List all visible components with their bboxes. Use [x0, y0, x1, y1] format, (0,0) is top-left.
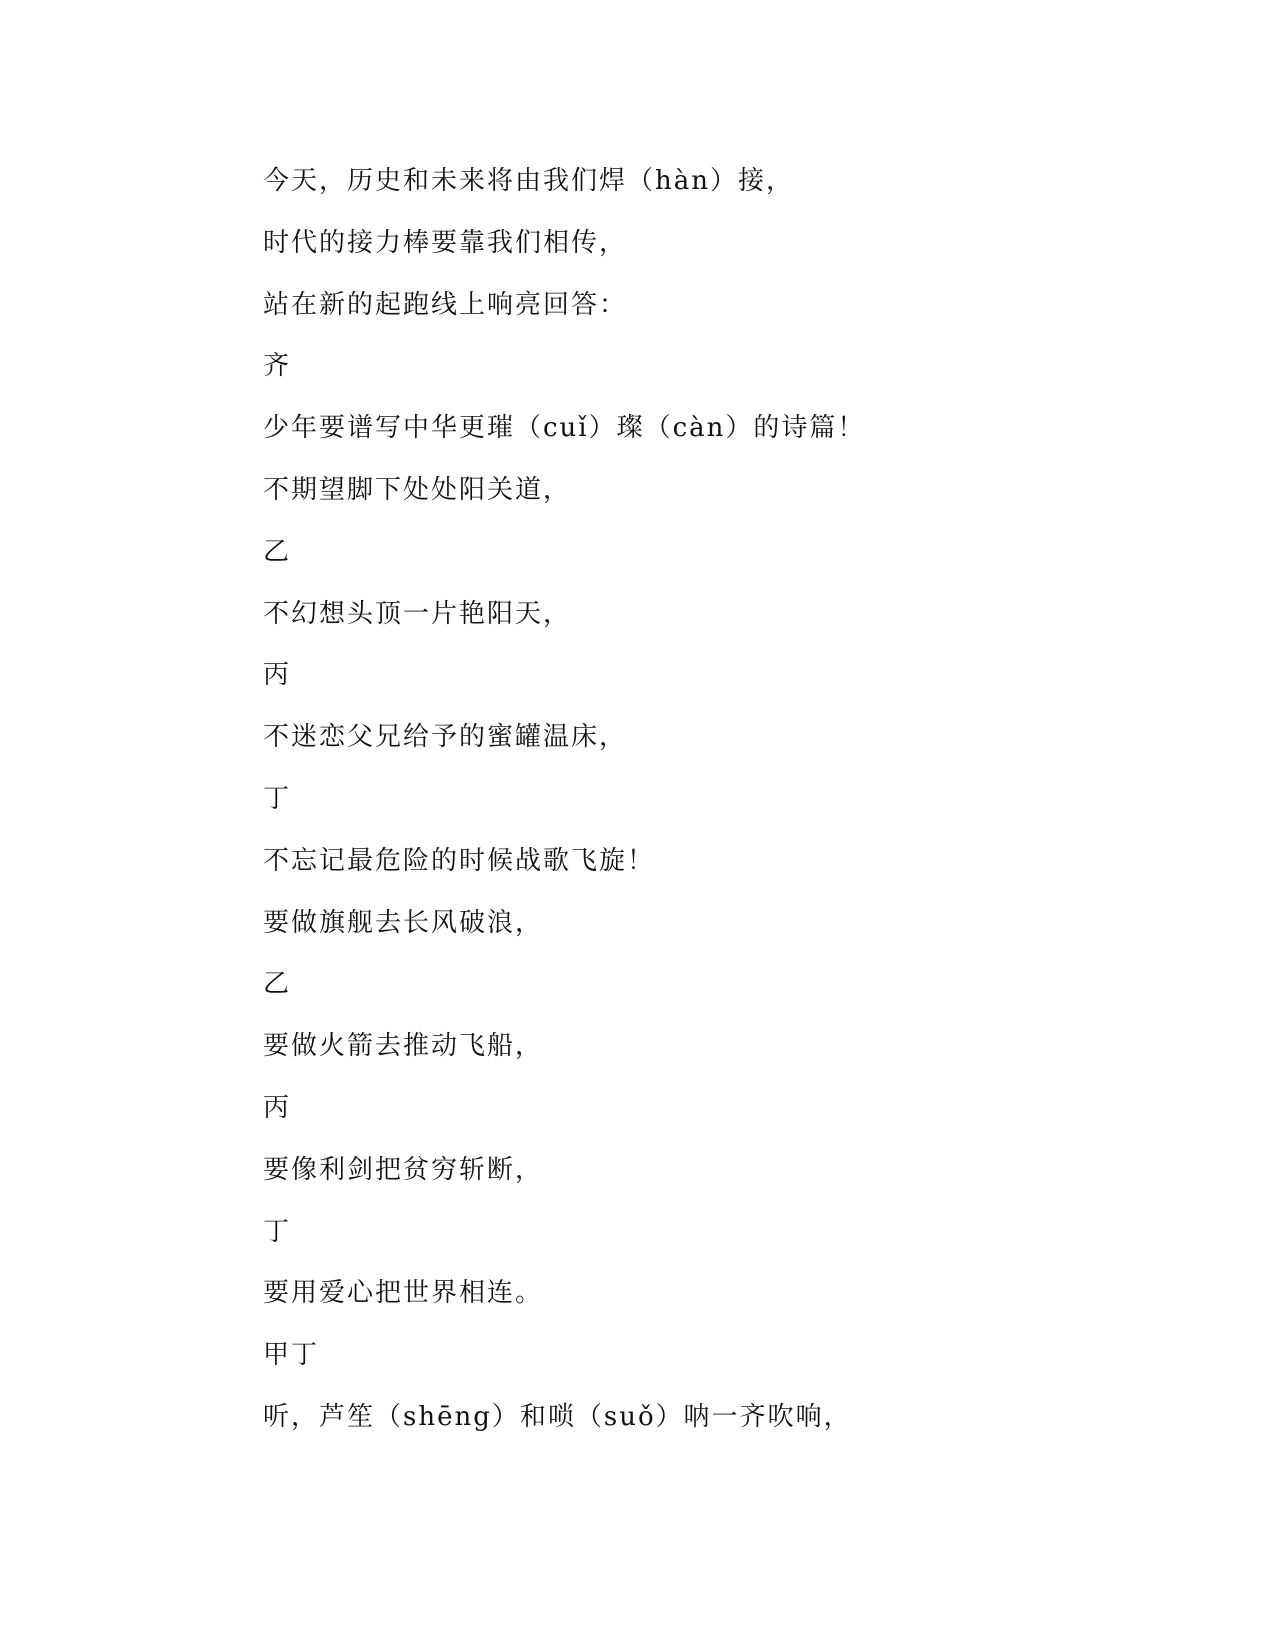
poem-line: 时代的接力棒要靠我们相传， — [263, 227, 628, 258]
speaker-label: 丙 — [263, 1092, 292, 1123]
poem-line: 不幻想头顶一片艳阳天， — [263, 598, 572, 629]
poem-line: 今天，历史和未来将由我们焊（hàn）接， — [263, 166, 794, 196]
poem-text — [263, 166, 1163, 1464]
speaker-label: 乙 — [263, 969, 292, 1000]
poem-line: 站在新的起跑线上响亮回答： — [263, 289, 628, 320]
poem-line: 要做火箭去推动飞船， — [263, 1031, 544, 1062]
poem-line: 要用爱心把世界相连。 — [263, 1278, 544, 1309]
speaker-label: 丁 — [263, 1216, 292, 1247]
speaker-label: 齐 — [263, 351, 292, 382]
speaker-label: 甲丁 — [263, 1340, 320, 1371]
speaker-label: 丁 — [263, 783, 292, 814]
poem-line: 不迷恋父兄给予的蜜罐温床， — [263, 722, 628, 753]
poem-line: 少年要谱写中华更璀（cuǐ）璨（càn）的诗篇！ — [263, 413, 866, 444]
speaker-label: 乙 — [263, 536, 292, 567]
poem-line: 不忘记最危险的时候战歌飞旋！ — [263, 845, 656, 876]
speaker-label: 丙 — [263, 660, 292, 691]
poem-line: 听，芦笙（shēng）和唢（suǒ）呐一齐吹响， — [263, 1401, 852, 1432]
poem-line: 要像利剑把贫穷斩断， — [263, 1154, 544, 1185]
poem-line: 要做旗舰去长风破浪， — [263, 907, 544, 938]
poem-line: 不期望脚下处处阳关道， — [263, 474, 572, 505]
